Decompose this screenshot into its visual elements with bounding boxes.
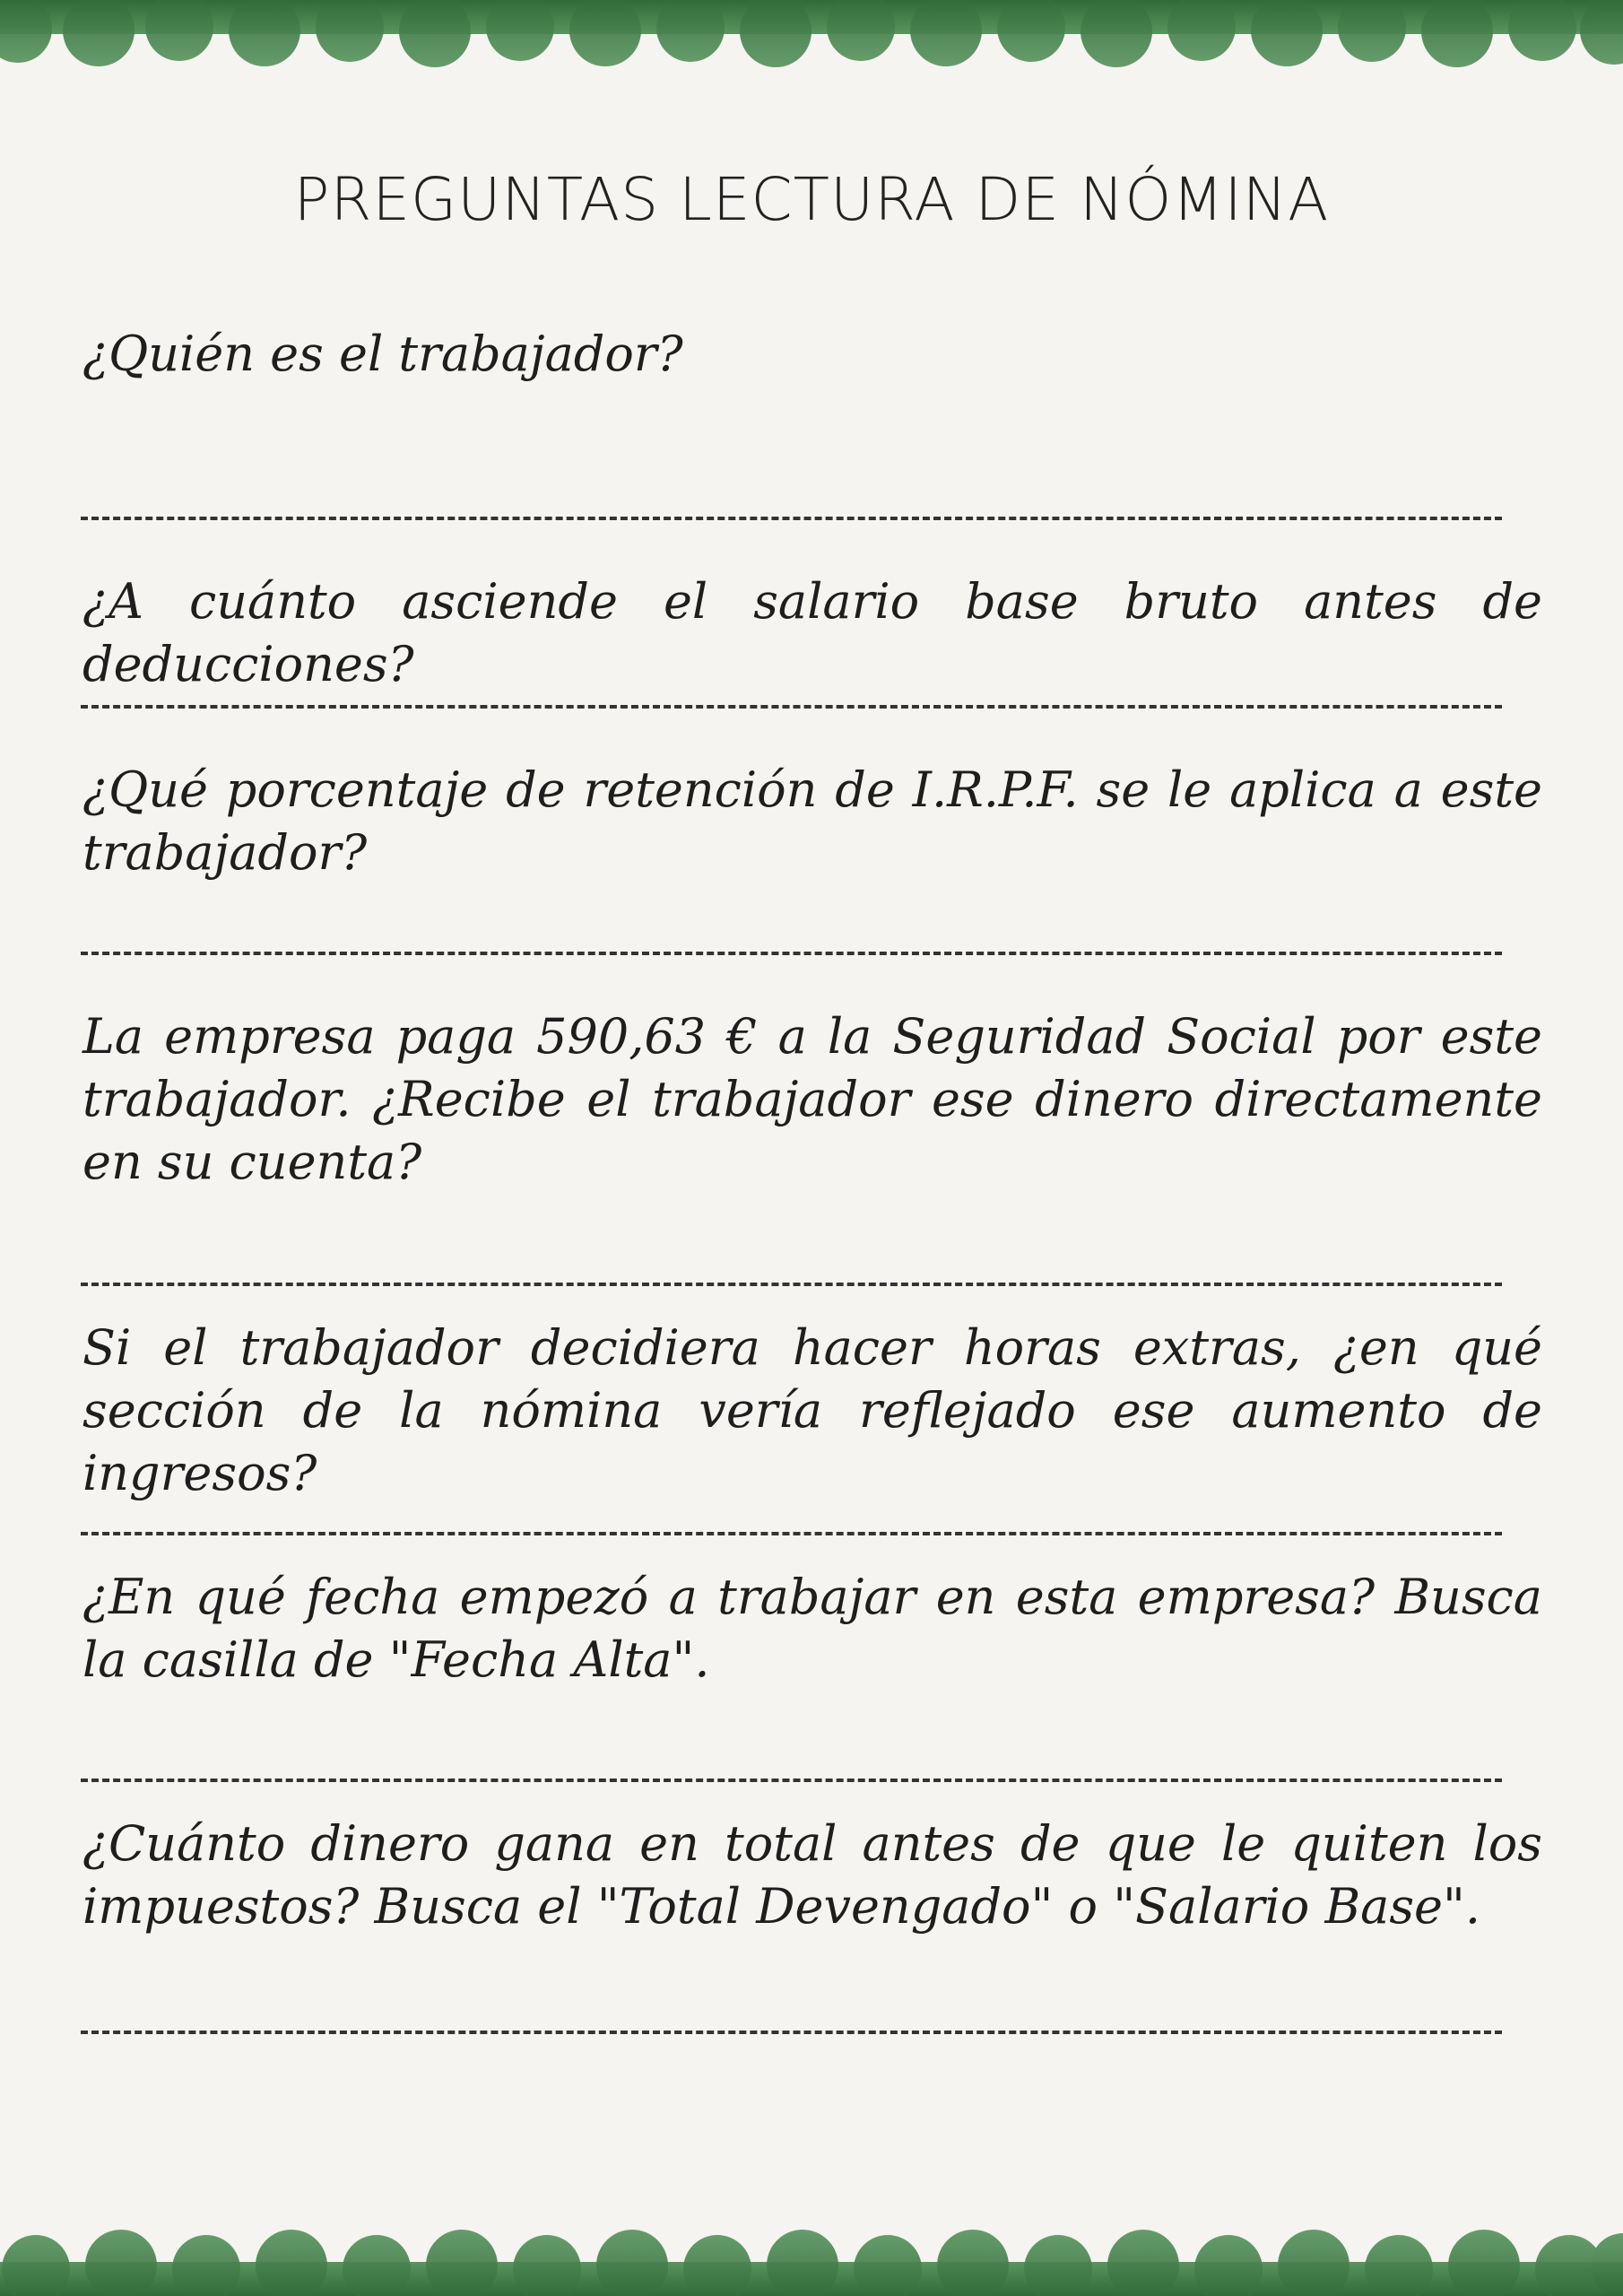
page-title: PREGUNTAS LECTURA DE NÓMINA: [293, 165, 1330, 235]
answer-line-1: [81, 517, 1502, 520]
answer-line-6: [81, 1779, 1502, 1782]
bottom-decorative-border: [0, 2224, 1623, 2296]
question-2: ¿A cuánto asciende el salario base bruto antes de deducciones?: [82, 573, 1542, 692]
question-1: ¿Quién es el trabajador?: [82, 326, 683, 382]
answer-line-4: [81, 1283, 1502, 1286]
answer-line-2: [81, 705, 1502, 709]
question-6: ¿En qué fecha empezó a trabajar en esta empresa? Busca la casilla de "Fecha Alta".: [82, 1569, 1542, 1688]
question-5: Si el trabajador decidiera hacer horas extras, ¿en qué sección de la nómina vería reflejado ese aumento de ingresos?: [82, 1319, 1542, 1501]
question-7: ¿Cuánto dinero gana en total antes de que le quiten los impuestos? Busca el "Total Devengado" o "Salario Base".: [82, 1815, 1542, 1935]
answer-line-5: [81, 1532, 1502, 1535]
answer-line-3: [81, 952, 1502, 955]
question-4: La empresa paga 590,63 € a la Seguridad Social por este trabajador. ¿Recibe el trabajador ese dinero directamente en su cuenta?: [82, 1008, 1542, 1190]
answer-line-7: [81, 2031, 1502, 2034]
question-3: ¿Qué porcentaje de retención de I.R.P.F. se le aplica a este trabajador?: [82, 761, 1542, 881]
top-decorative-border: [0, 0, 1623, 72]
